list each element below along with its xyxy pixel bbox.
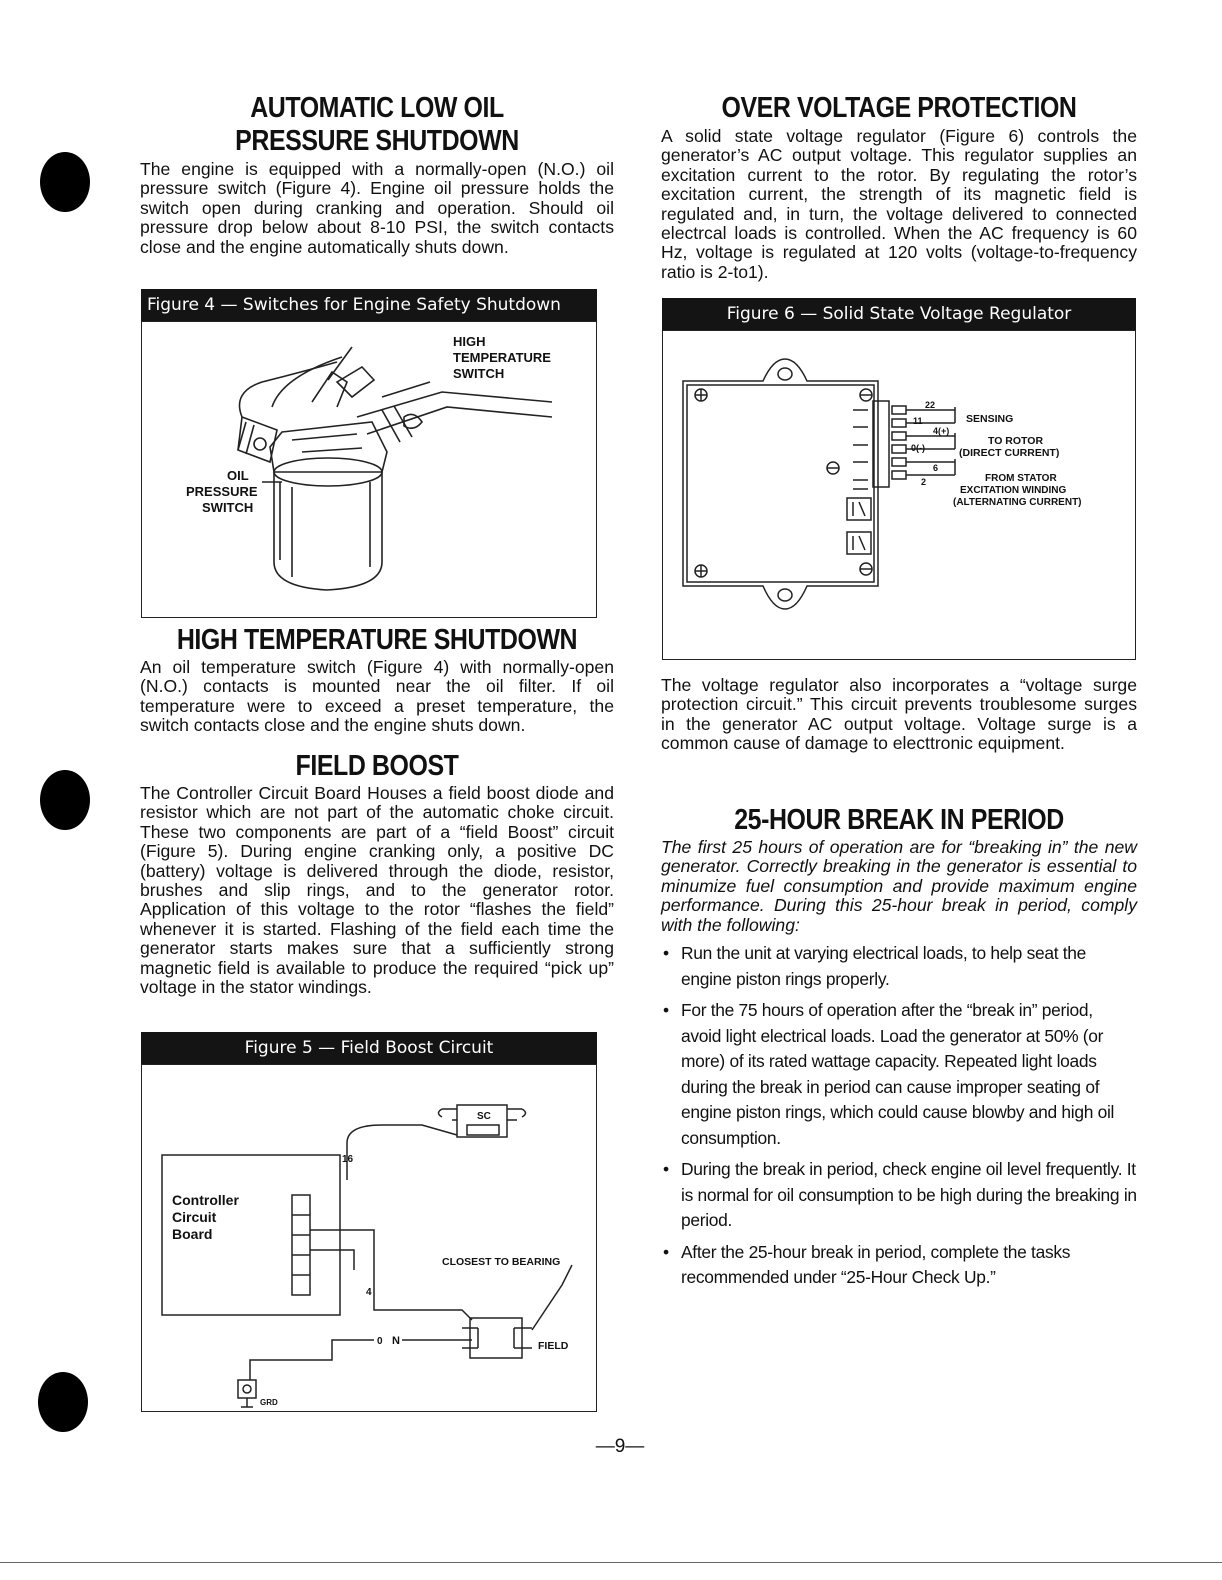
label-excitation-winding: EXCITATION WINDING [960, 485, 1067, 496]
label-n: N [392, 1335, 400, 1347]
label-switch: SWITCH [453, 366, 505, 381]
oil-pressure-text: The engine is equipped with a normally-open (N.O.) oil pressure switch (Figure 4). Engine oil pressure holds the switch open during cranking and operation. Should oil pressure drop below about 8-10 PSI, the switch contacts close and the engine automatically shuts down. [140, 159, 614, 257]
label-alternating-current: (ALTERNATING CURRENT) [953, 497, 1082, 508]
figure-5 [141, 1032, 597, 1412]
label-to-rotor: TO ROTOR [988, 435, 1044, 447]
figure-4-frame [141, 321, 597, 618]
oil-filter-switch-illustration [142, 322, 595, 616]
bullet-text: Run the unit at varying electrical loads, to help seat the engine piston rings properly. [681, 943, 1087, 989]
binder-hole-middle [40, 770, 90, 830]
label-direct-current: (DIRECT CURRENT) [959, 447, 1060, 459]
label-controller: Controller [172, 1192, 239, 1208]
figure-6-title: Figure 6 — Solid State Voltage Regulator [662, 298, 1136, 330]
label-from-stator: FROM STATOR [985, 473, 1057, 484]
over-voltage-heading: OVER VOLTAGE PROTECTION [721, 92, 1077, 124]
label-board: Board [172, 1226, 213, 1242]
label-grd: GRD [260, 1398, 278, 1407]
surge-section [661, 676, 1137, 754]
figure-4 [141, 289, 597, 618]
list-item: • For the 75 hours of operation after the “break in” period, avoid light electrical loads. Load the generator at 50% (or more) of its rated wattage capacity. Repeated light loads during the break in period can cause improper seating of engine piston rings, which could cause blowby and high oil consumption. [663, 1000, 1115, 1148]
bullet-text: For the 75 hours of operation after the “break in” period, avoid light electrical loads. Load the generator at 50% (or more) of its rated wattage capacity. Repeated light loads during the break in period can cause improper seating of engine piston rings, which could cause blowby and high oil consumption. [681, 1000, 1115, 1148]
list-item: • Run the unit at varying electrical loads, to help seat the engine piston rings properly. [663, 943, 1087, 989]
figure-5-frame [141, 1064, 597, 1412]
page-number: —9— [595, 1436, 645, 1457]
label-switch-2: SWITCH [202, 500, 254, 515]
break-in-heading: 25-HOUR BREAK IN PERIOD [734, 804, 1064, 836]
label-field: FIELD [538, 1340, 569, 1352]
label-closest-to-bearing: CLOSEST TO BEARING [442, 1256, 561, 1268]
label-wire-0: 0 [377, 1336, 383, 1347]
surge-text: The voltage regulator also incorporates a “voltage surge protection circuit.” This circuit prevents troublesome surges in the generator AC output voltage. Voltage surge is a common cause of damage to electtronic equipment. [661, 675, 1137, 754]
label-wire-16: 16 [342, 1154, 354, 1165]
figure-4-title: Figure 4 — Switches for Engine Safety Shutdown [141, 289, 597, 321]
label-wire-0: 0(-) [911, 443, 925, 453]
label-temperature: TEMPERATURE [453, 350, 551, 365]
label-circuit: Circuit [172, 1209, 217, 1225]
label-oil: OIL [227, 468, 249, 483]
binder-hole-top [40, 152, 90, 212]
label-wire-6: 6 [933, 463, 939, 473]
bullet-text: During the break in period, check engine oil level frequently. It is normal for oil consumption to be high during the breaking in period. [681, 1159, 1137, 1231]
list-item: • After the 25-hour break in period, complete the tasks recommended under “25-Hour Check Up.” [663, 1241, 1071, 1288]
break-in-intro: The first 25 hours of operation are for “breaking in” the new generator. Correctly breaking in the generator is essential to minumize fuel consumption and provide maximum engine performance. During this 25-hour break in period, comply with the following: [661, 837, 1137, 935]
label-wire-22: 22 [925, 400, 936, 410]
break-in-bullets [661, 941, 1137, 1291]
label-wire-4: 4(+) [933, 426, 950, 436]
label-high: HIGH [453, 334, 486, 349]
oil-heading-line1: AUTOMATIC LOW OIL [250, 92, 504, 124]
field-boost-section [140, 750, 614, 997]
oil-pressure-section [140, 92, 614, 257]
label-sc: SC [477, 1111, 491, 1122]
figure-5-title: Figure 5 — Field Boost Circuit [141, 1032, 597, 1064]
high-temp-section [140, 624, 614, 736]
high-temp-heading: HIGH TEMPERATURE SHUTDOWN [176, 624, 578, 656]
binder-hole-bottom [38, 1372, 88, 1432]
label-wire-4: 4 [366, 1287, 372, 1298]
figure-6 [662, 298, 1136, 660]
oil-heading-line2: PRESSURE SHUTDOWN [235, 125, 519, 157]
bullet-text: After the 25-hour break in period, complete the tasks recommended under “25-Hour Check Up.” [681, 1241, 1071, 1288]
high-temp-text: An oil temperature switch (Figure 4) with normally-open (N.O.) contacts is mounted near the oil filter. If oil temperature were to exceed a preset temperature, the switch contacts close and the engine shuts down. [140, 657, 614, 736]
field-boost-circuit-diagram [142, 1065, 595, 1410]
label-pressure: PRESSURE [186, 484, 258, 499]
label-sensing: SENSING [966, 413, 1014, 425]
break-in-section [661, 804, 1137, 1297]
label-wire-11: 11 [913, 416, 923, 426]
list-item: • During the break in period, check engine oil level frequently. It is normal for oil consumption to be high during the breaking in period. [663, 1159, 1137, 1231]
field-boost-heading: FIELD BOOST [295, 750, 459, 782]
label-wire-2: 2 [921, 477, 927, 487]
voltage-regulator-diagram [663, 331, 1134, 658]
field-boost-text: The Controller Circuit Board Houses a field boost diode and resistor which are not part of the automatic choke circuit. These two components are part of a “field Boost” circuit (Figure 5). During engine cranking only, a positive DC (battery) voltage is delivered through the diode, resistor, brushes and slip rings, and to the generator rotor. Application of this voltage to the rotor “flashes the field” whenever it is started. Flashing of the field each time the generator starts makes sure that a sufficiently strong magnetic field is available to produce the required “pick up” voltage in the stator windings. [140, 783, 614, 998]
figure-6-frame [662, 330, 1136, 660]
over-voltage-section [661, 92, 1137, 282]
over-voltage-text: A solid state voltage regulator (Figure 6) controls the generator’s AC output voltage. This regulator supplies an excitation current to the rotor. By regulating the rotor’s excitation current, the strength of its magnetic field is regulated and, in turn, the voltage delivered to connected electrcal loads is controlled. When the AC frequency is 60 Hz, voltage is regulated at 120 volts (voltage-to-frequency ratio is 2-to1). [661, 126, 1137, 282]
bottom-rule [0, 1562, 1222, 1563]
